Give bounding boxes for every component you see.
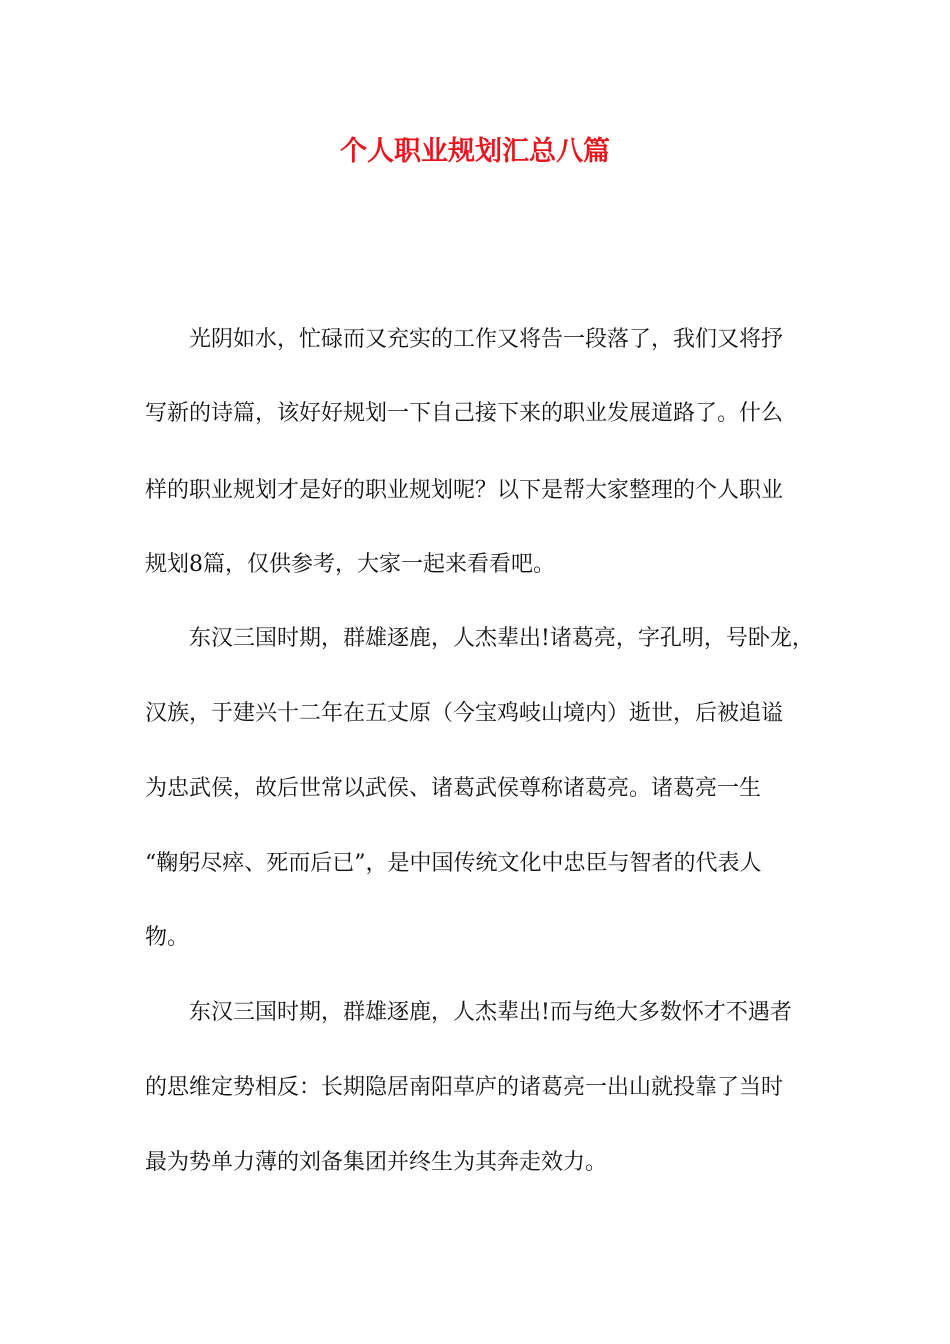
paragraph-2-line-5: 物。 (145, 925, 190, 950)
paragraph-2-line-4: “鞠躬尽瘁、死而后已”，是中国传统文化中忠臣与智者的代表人 (145, 851, 762, 876)
paragraph-1-line-2: 写新的诗篇，该好好规划一下自己接下来的职业发展道路了。什么 (145, 401, 784, 426)
paragraph-3-line-3: 最为势单力薄的刘备集团并终生为其奔走效力。 (145, 1150, 608, 1175)
document-title: 个人职业规划汇总八篇 (340, 136, 610, 167)
paragraph-2-line-3: 为忠武侯，故后世常以武侯、诸葛武侯尊称诸葛亮。诸葛亮一生 (145, 776, 762, 801)
paragraph-1-line-4: 规划8篇，仅供参考，大家一起来看看吧。 (145, 552, 555, 577)
paragraph-2-line-1: 东汉三国时期，群雄逐鹿，人杰辈出!诸葛亮，字孔明，号卧龙， (189, 626, 814, 651)
paragraph-1-line-3: 样的职业规划才是好的职业规划呢？以下是帮大家整理的个人职业 (145, 478, 784, 503)
paragraph-1-line-1: 光阴如水，忙碌而又充实的工作又将告一段落了，我们又将抒 (189, 327, 784, 352)
paragraph-3-line-1: 东汉三国时期，群雄逐鹿，人杰辈出!而与绝大多数怀才不遇者 (189, 1000, 792, 1025)
paragraph-3-line-2: 的思维定势相反：长期隐居南阳草庐的诸葛亮一出山就投靠了当时 (145, 1075, 784, 1100)
paragraph-2-line-2: 汉族，于建兴十二年在五丈原（今宝鸡岐山境内）逝世，后被追谥 (145, 701, 784, 726)
